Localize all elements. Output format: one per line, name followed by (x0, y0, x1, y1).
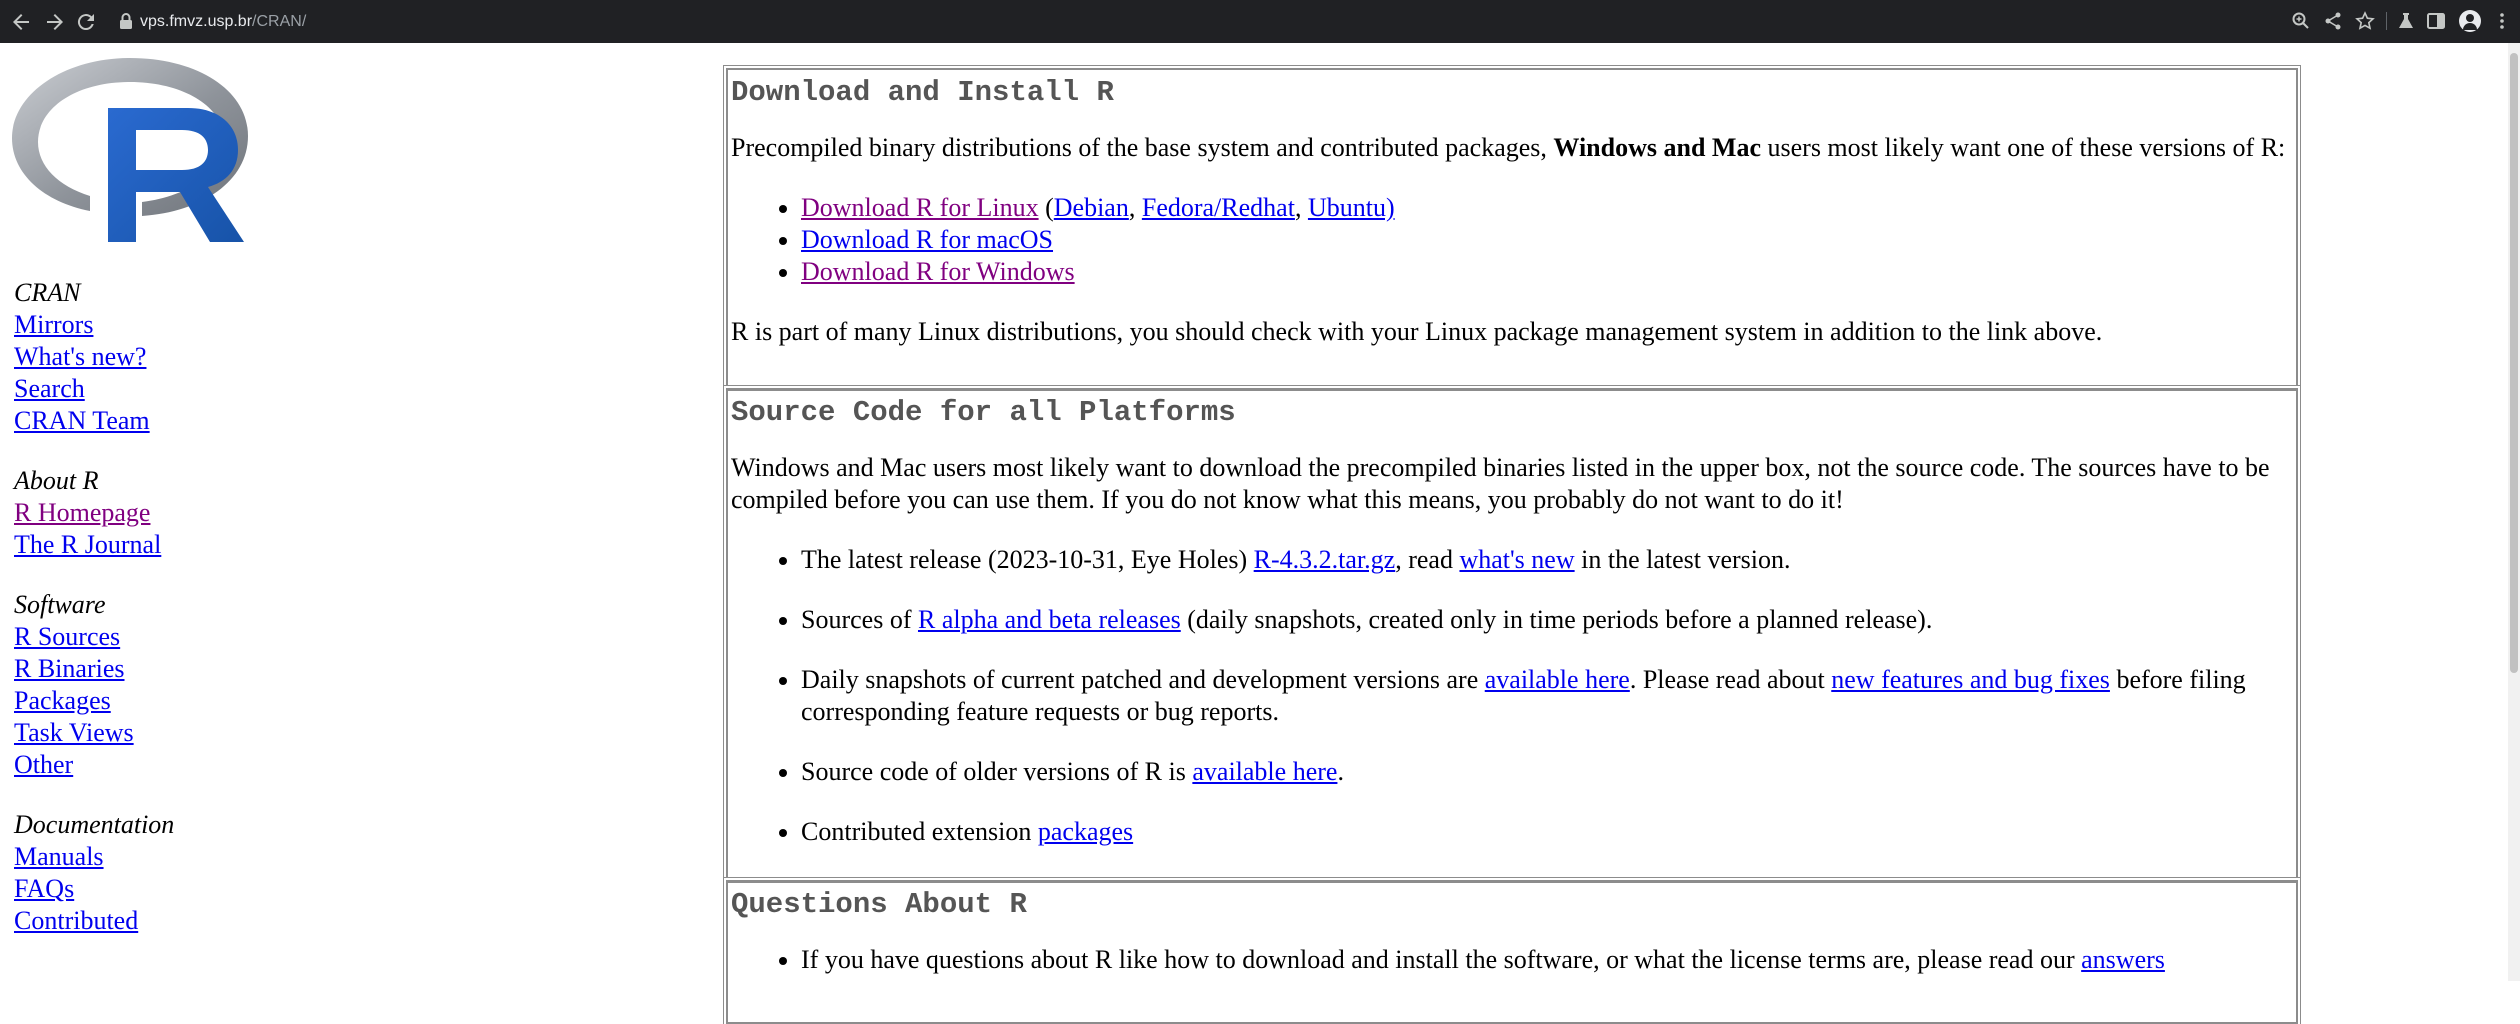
debian-link[interactable]: Debian (1053, 193, 1129, 222)
r-logo[interactable] (12, 56, 248, 242)
download-linux-link[interactable]: Download R for Linux (801, 193, 1039, 222)
ubuntu-link[interactable]: Ubuntu) (1307, 193, 1395, 222)
url-path: /CRAN/ (252, 13, 307, 30)
sidebar-link-mirrors[interactable]: Mirrors (14, 310, 94, 339)
sidebar-link-packages[interactable]: Packages (14, 686, 111, 715)
download-heading: Download and Install R (731, 76, 1114, 109)
source-heading: Source Code for all Platforms (731, 396, 1236, 429)
sidebar-link-cran-team[interactable]: CRAN Team (14, 406, 150, 435)
share-icon[interactable] (2323, 11, 2343, 31)
forward-arrow-icon[interactable] (43, 10, 67, 34)
sidebar-link-search[interactable]: Search (14, 374, 85, 403)
bookmark-star-icon[interactable] (2355, 11, 2375, 31)
download-windows-link[interactable]: Download R for Windows (801, 257, 1075, 286)
new-features-link[interactable]: new features and bug fixes (1831, 665, 2110, 694)
download-list (731, 192, 2292, 288)
questions-heading: Questions About R (731, 888, 1027, 921)
reload-icon[interactable] (74, 10, 98, 34)
lock-icon[interactable] (118, 12, 134, 30)
download-box (726, 68, 2298, 388)
zoom-icon[interactable] (2291, 11, 2311, 31)
sidebar-group-cran (14, 277, 174, 437)
sidebar-group-title: CRAN (14, 278, 81, 307)
sidebar-link-other[interactable]: Other (14, 750, 74, 779)
scrollbar[interactable] (2508, 43, 2520, 981)
sidebar-group-software (14, 589, 174, 781)
sidebar-nav (14, 277, 174, 965)
sidebar-link-contributed[interactable]: Contributed (14, 906, 139, 935)
whats-new-link[interactable]: what's new (1459, 545, 1575, 574)
download-intro: Precompiled binary distributions of the base system and contributed packages, Windows and Mac users most likely want one of these versions of R: (731, 133, 2286, 162)
sidebar-link-task-views[interactable]: Task Views (14, 718, 134, 747)
sidebar-link-manuals[interactable]: Manuals (14, 842, 104, 871)
browser-toolbar (0, 0, 2520, 43)
url-host: vps.fmvz.usp.br (140, 13, 253, 30)
sidebar-group-title: Software (14, 590, 106, 619)
list-item: • The latest release (2023-10-31, Eye Holes) R-4.3.2.tar.gz, read what's new in the latest version. (801, 544, 2292, 576)
list-item: • Source code of older versions of R is available here. (801, 756, 2292, 788)
list-item: • Sources of R alpha and beta releases (daily snapshots, created only in time periods before a planned release). (801, 604, 2292, 636)
list-item (801, 224, 2292, 256)
labs-flask-icon[interactable] (2396, 11, 2416, 31)
daily-snapshots-link[interactable]: available here (1484, 665, 1630, 694)
sidebar-link-r-homepage[interactable]: R Homepage (14, 498, 151, 527)
side-panel-icon[interactable] (2426, 11, 2446, 31)
profile-icon[interactable] (2459, 10, 2481, 32)
list-item (801, 256, 2292, 288)
scrollbar-thumb[interactable] (2510, 53, 2518, 673)
address-bar[interactable] (140, 11, 306, 33)
sidebar-link-whats-new[interactable]: What's new? (14, 342, 147, 371)
older-versions-link[interactable]: available here (1192, 757, 1338, 786)
packages-link[interactable]: packages (1037, 817, 1134, 846)
source-box (726, 388, 2298, 880)
source-intro: Windows and Mac users most likely want to download the precompiled binaries listed in the upper box, not the source code. The sources have to be compiled before you can use them. If you do not know what this means, you probably do not want to do it! (731, 453, 2270, 514)
alpha-beta-link[interactable]: R alpha and beta releases (917, 605, 1181, 634)
sidebar-link-r-binaries[interactable]: R Binaries (14, 654, 125, 683)
download-note: R is part of many Linux distributions, you should check with your Linux package management system in addition to the link above. (731, 317, 2103, 346)
list-item: • Download R for Linux (Debian, Fedora/Redhat, Ubuntu) (801, 192, 2292, 224)
sidebar-group-title: Documentation (14, 810, 175, 839)
source-list (731, 544, 2292, 848)
sidebar-link-faqs[interactable]: FAQs (14, 874, 75, 903)
toolbar-separator (2386, 12, 2387, 30)
list-item: • If you have questions about R like how to download and install the software, or what the license terms are, please read our answers (801, 944, 2292, 976)
latest-release-link[interactable]: R-4.3.2.tar.gz (1253, 545, 1396, 574)
questions-box (726, 880, 2298, 1024)
answers-link[interactable]: answers (2081, 945, 2165, 974)
download-macos-link[interactable]: Download R for macOS (801, 225, 1054, 254)
sidebar-group-documentation (14, 809, 174, 937)
sidebar-link-r-journal[interactable]: The R Journal (14, 530, 162, 559)
list-item: • Daily snapshots of current patched and development versions are available here. Please read about new features and bug fixes before filing corresponding feature requests or bug reports. (801, 664, 2292, 728)
fedora-link[interactable]: Fedora/Redhat (1141, 193, 1295, 222)
sidebar-group-title: About R (14, 466, 99, 495)
sidebar-group-about-r (14, 465, 174, 561)
list-item: • Contributed extension packages (801, 816, 2292, 848)
sidebar-link-r-sources[interactable]: R Sources (14, 622, 121, 651)
back-arrow-icon[interactable] (9, 10, 33, 34)
kebab-menu-icon[interactable] (2492, 11, 2512, 31)
questions-list (731, 944, 2292, 976)
